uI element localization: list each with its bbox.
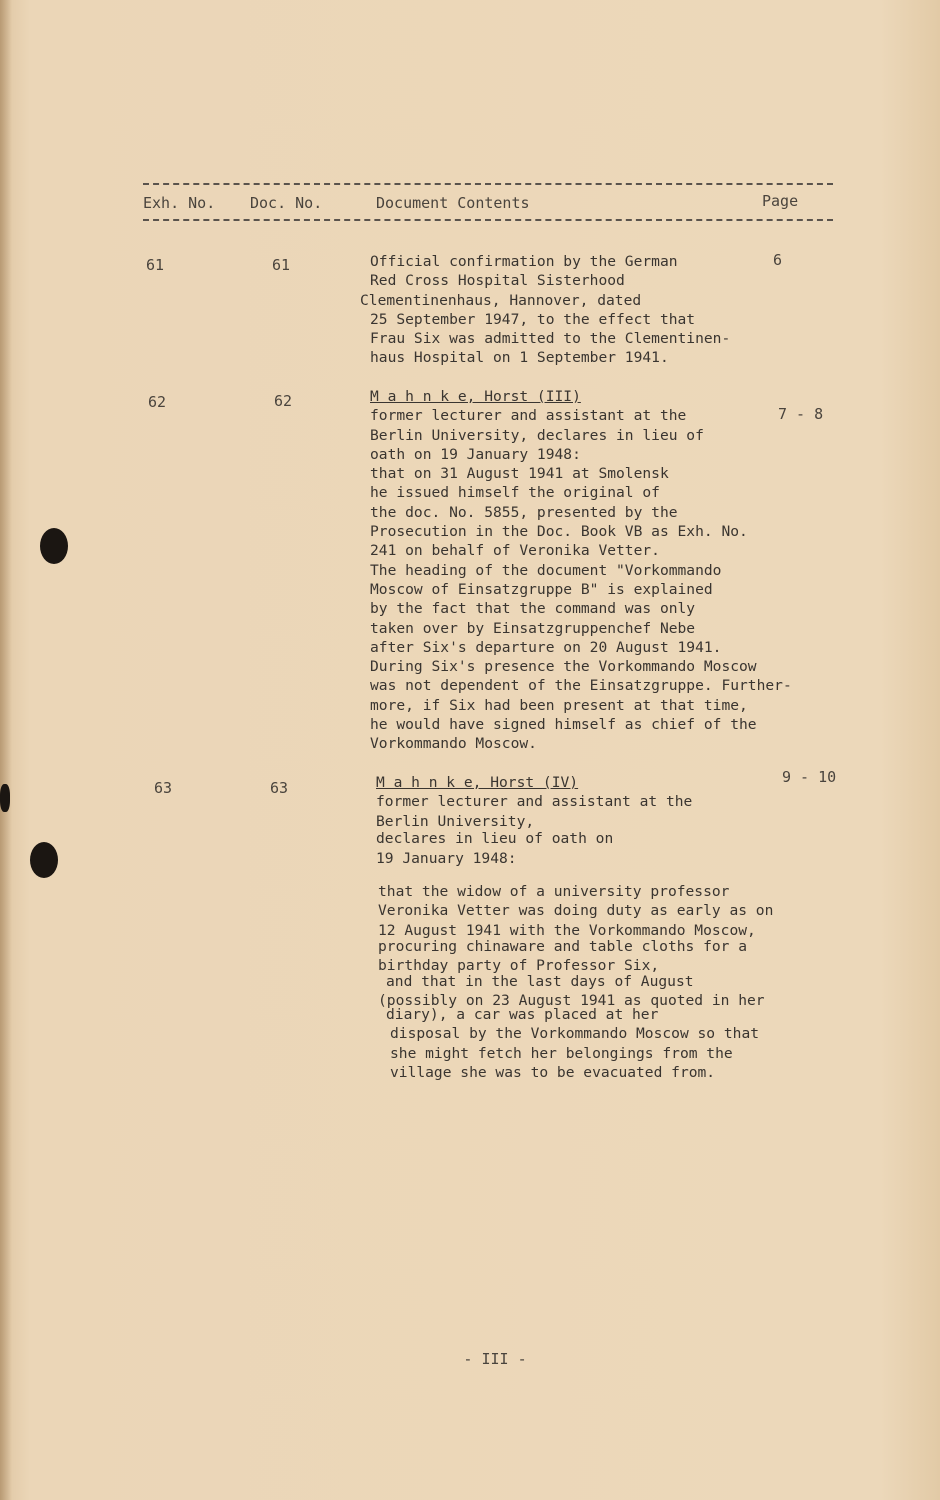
- punch-hole-bottom: [30, 842, 58, 878]
- entry-61-line: Clementinenhaus, Hannover, dated: [360, 291, 642, 309]
- entry-61-line: Frau Six was admitted to the Clementinen-: [370, 330, 731, 348]
- entry-62-line: Moscow of Einsatzgruppe B" is explained: [370, 580, 713, 598]
- entry-61-line: Red Cross Hospital Sisterhood: [370, 272, 625, 290]
- entry-61-contents: [360, 252, 820, 368]
- entry-62-line: after Six's departure on 20 August 1941.: [370, 638, 722, 656]
- exh-no-63: 63: [154, 779, 173, 797]
- entry-63-line: 12 August 1941 with the Vorkommando Moscow,: [378, 921, 756, 939]
- page-edge-shadow: [0, 0, 12, 1500]
- page-ref-61: 6: [773, 251, 783, 269]
- entry-62-line: The heading of the document "Vorkommando: [370, 561, 722, 579]
- punch-hole-top: [40, 528, 68, 564]
- entry-62-line: Vorkommando Moscow.: [370, 735, 537, 753]
- entry-62-contents: [370, 387, 820, 754]
- entry-63-line: disposal by the Vorkommando Moscow so that: [390, 1025, 760, 1043]
- entry-62-line: more, if Six had been present at that time,: [370, 696, 748, 714]
- entry-62-line: he issued himself the original of: [370, 484, 660, 502]
- entry-63-affiant-name: M a h n k e, Horst (IV): [376, 774, 579, 791]
- entry-63-line: 19 January 1948:: [376, 850, 517, 868]
- entry-62-line: Prosecution in the Doc. Book VB as Exh. No.: [370, 523, 748, 541]
- entry-61-line: 25 September 1947, to the effect that: [370, 310, 696, 328]
- entry-63-line: declares in lieu of oath on: [376, 830, 614, 848]
- entry-62-line: the doc. No. 5855, presented by the: [370, 503, 678, 521]
- entry-62-line: he would have signed himself as chief of the: [370, 716, 757, 734]
- header-rule-bottom: [143, 219, 833, 221]
- punch-hole-edge: [0, 784, 10, 812]
- entry-63-line: (possibly on 23 August 1941 as quoted in her: [378, 992, 765, 1010]
- header-page: Page: [762, 192, 799, 210]
- entry-63-line: Veronika Vetter was doing duty as early as on: [378, 902, 774, 920]
- entry-63-line: diary), a car was placed at her: [386, 1006, 659, 1024]
- page-ref-62: 7 - 8: [778, 405, 824, 423]
- doc-no-63: 63: [270, 779, 289, 797]
- header-doc-no: Doc. No.: [250, 194, 323, 212]
- header-document-contents: Document Contents: [376, 194, 530, 212]
- entry-62-line: that on 31 August 1941 at Smolensk: [370, 465, 669, 483]
- entry-63-contents: [376, 773, 826, 869]
- entry-63-line: procuring chinaware and table cloths for a: [378, 937, 748, 955]
- entry-63-line: and that in the last days of August: [386, 972, 694, 990]
- exh-no-62: 62: [148, 393, 167, 411]
- page-ref-63: 9 - 10: [782, 768, 837, 786]
- entry-62-line: former lecturer and assistant at the: [370, 407, 687, 425]
- exh-no-61: 61: [146, 256, 165, 274]
- entry-62-line: by the fact that the command was only: [370, 600, 696, 618]
- entry-63-line: former lecturer and assistant at the: [376, 793, 693, 811]
- entry-63-line: village she was to be evacuated from.: [390, 1064, 716, 1082]
- entry-62-line: taken over by Einsatzgruppenchef Nebe: [370, 619, 696, 637]
- entry-62-affiant-name: M a h n k e, Horst (III): [370, 388, 581, 405]
- entry-62-line: oath on 19 January 1948:: [370, 445, 581, 463]
- entry-62-line: During Six's presence the Vorkommando Moscow: [370, 658, 757, 676]
- entry-62-line: 241 on behalf of Veronika Vetter.: [370, 542, 660, 560]
- entry-62-line: Berlin University, declares in lieu of: [370, 426, 704, 444]
- doc-no-62: 62: [274, 392, 293, 410]
- entry-63-line: she might fetch her belongings from the: [390, 1044, 733, 1062]
- header-exh-no: Exh. No.: [143, 194, 216, 212]
- entry-63-line: that the widow of a university professor: [378, 883, 730, 900]
- entry-61-line: haus Hospital on 1 September 1941.: [370, 349, 669, 367]
- entry-63-declaration: [378, 882, 828, 1082]
- page-number-footer: - III -: [463, 1350, 527, 1368]
- entry-63-line: Berlin University,: [376, 813, 535, 831]
- header-rule-top: [143, 183, 833, 185]
- entry-61-line: Official confirmation by the German: [370, 253, 678, 270]
- doc-no-61: 61: [272, 256, 291, 274]
- entry-62-line: was not dependent of the Einsatzgruppe. Further-: [370, 677, 792, 695]
- entry-63-line: birthday party of Professor Six,: [378, 956, 660, 974]
